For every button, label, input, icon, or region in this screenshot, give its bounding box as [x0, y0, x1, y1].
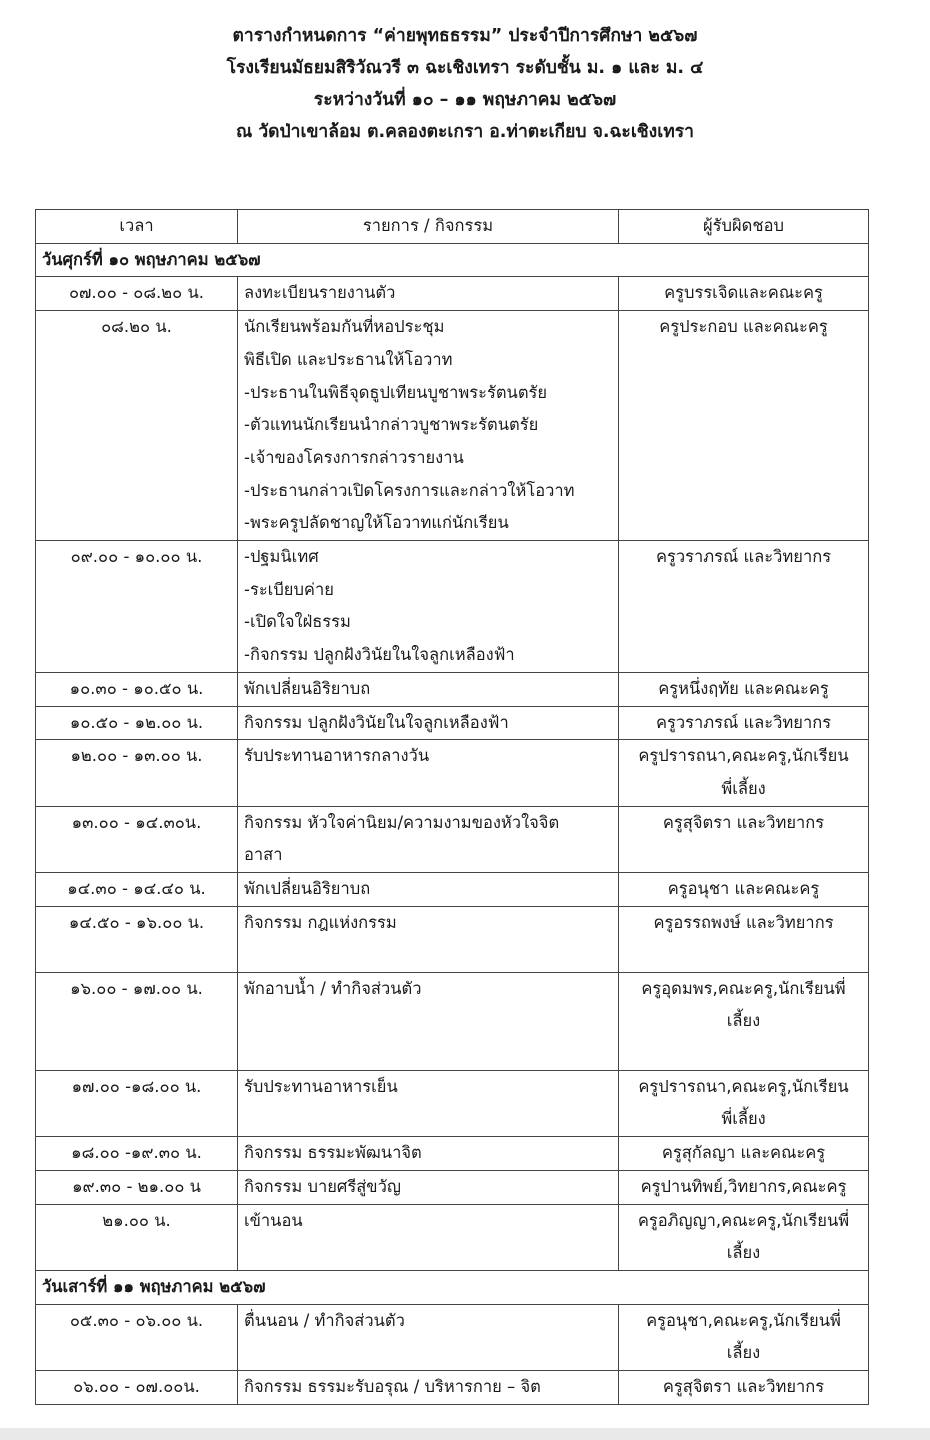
activity-cell — [238, 1137, 619, 1171]
table-row — [36, 706, 869, 740]
responsible-line: เลี้ยง — [726, 1243, 761, 1263]
activity-line: พักเปลี่ยนอิริยาบถ — [244, 879, 371, 899]
activity-cell — [238, 906, 619, 972]
responsible-line: ครูปรารถนา,คณะครู,นักเรียน — [638, 746, 849, 766]
time-cell: ๑๖.๐๐ - ๑๗.๐๐ น. — [36, 972, 238, 1070]
document-header — [0, 20, 930, 148]
responsible-line: ครูบรรเจิดและคณะครู — [664, 283, 823, 303]
responsible-line: ครูประกอบ และคณะครู — [659, 317, 828, 337]
time-cell: ๐๗.๐๐ - ๐๘.๒๐ น. — [36, 277, 238, 311]
time-cell: ๒๑.๐๐ น. — [36, 1204, 238, 1270]
table-row — [36, 972, 869, 1070]
bottom-bar — [0, 1428, 930, 1440]
responsible-cell — [619, 1304, 869, 1370]
activity-line: -ประธานกล่าวเปิดโครงการและกล่าวให้โอวาท — [244, 480, 575, 500]
table-row — [36, 806, 869, 872]
activity-cell — [238, 277, 619, 311]
activity-cell — [238, 806, 619, 872]
responsible-cell — [619, 1137, 869, 1171]
activity-line: พิธีเปิด และประธานให้โอวาท — [244, 349, 453, 369]
activity-cell — [238, 873, 619, 907]
responsible-cell — [619, 806, 869, 872]
responsible-line: ครูสุจิตรา และวิทยากร — [662, 1377, 825, 1397]
activity-line: -ตัวแทนนักเรียนนำกล่าวบูชาพระรัตนตรัย — [244, 415, 539, 435]
time-cell: ๐๕.๓๐ - ๐๖.๐๐ น. — [36, 1304, 238, 1370]
responsible-line: ครูอรรถพงษ์ และวิทยากร — [653, 912, 834, 932]
activity-line: -ปฐมนิเทศ — [244, 547, 319, 567]
day-header-row — [36, 243, 869, 277]
time-cell: ๐๖.๐๐ - ๐๗.๐๐น. — [36, 1371, 238, 1405]
activity-cell — [238, 541, 619, 673]
responsible-cell — [619, 672, 869, 706]
responsible-cell — [619, 873, 869, 907]
responsible-line: ครูปานทิพย์,วิทยากร,คณะครู — [640, 1176, 847, 1196]
responsible-line: ครูอนุชา และคณะครู — [667, 879, 820, 899]
activity-line: พักอาบน้ำ / ทำกิจส่วนตัว — [244, 978, 422, 998]
time-cell: ๑๓.๐๐ - ๑๔.๓๐น. — [36, 806, 238, 872]
responsible-cell — [619, 277, 869, 311]
responsible-cell — [619, 1170, 869, 1204]
school-line: โรงเรียนมัธยมสิริวัณวรี ๓ ฉะเชิงเทรา ระดับชั้น ม. ๑ และ ม. ๔ — [226, 58, 704, 78]
responsible-cell — [619, 740, 869, 806]
time-cell: ๑๐.๓๐ - ๑๐.๕๐ น. — [36, 672, 238, 706]
responsible-cell — [619, 311, 869, 541]
activity-line: กิจกรรม บายศรีสู่ขวัญ — [244, 1176, 401, 1196]
time-cell: ๑๐.๕๐ - ๑๒.๐๐ น. — [36, 706, 238, 740]
responsible-line: เลี้ยง — [726, 1343, 761, 1363]
location-line: ณ วัดป่าเขาล้อม ต.คลองตะเกรา อ.ท่าตะเกียบ จ.ฉะเชิงเทรา — [236, 122, 694, 142]
responsible-line: ครูวราภรณ์ และวิทยากร — [655, 547, 832, 567]
table-row — [36, 1137, 869, 1171]
time-cell: ๑๙.๓๐ - ๒๑.๐๐ น — [36, 1170, 238, 1204]
table-row — [36, 541, 869, 673]
schedule-title: ตารางกำหนดการ “ค่ายพุทธธรรม” ประจำปีการศึกษา ๒๕๖๗ — [232, 26, 698, 46]
responsible-cell — [619, 1070, 869, 1136]
time-cell: ๐๘.๒๐ น. — [36, 311, 238, 541]
day-label: วันเสาร์ที่ ๑๑ พฤษภาคม ๒๕๖๗ — [36, 1270, 869, 1304]
time-cell: ๑๔.๓๐ - ๑๔.๔๐ น. — [36, 873, 238, 907]
activity-line: กิจกรรม กฎแห่งกรรม — [244, 912, 397, 932]
responsible-cell — [619, 541, 869, 673]
activity-line: กิจกรรม ธรรมะรับอรุณ / บริหารกาย – จิต — [244, 1377, 541, 1397]
table-row — [36, 906, 869, 972]
schedule-table — [35, 209, 869, 1405]
responsible-line: เลี้ยง — [726, 1011, 761, 1031]
responsible-cell — [619, 1371, 869, 1405]
activity-line: -ประธานในพิธีจุดธูปเทียนบูชาพระรัตนตรัย — [244, 382, 548, 402]
activity-line: รับประทานอาหารเย็น — [244, 1076, 398, 1096]
responsible-line: ครูปรารถนา,คณะครู,นักเรียน — [638, 1076, 849, 1096]
activity-cell — [238, 1204, 619, 1270]
responsible-line: พี่เลี้ยง — [721, 1109, 766, 1129]
table-row — [36, 1304, 869, 1370]
table-row — [36, 1070, 869, 1136]
table-row — [36, 311, 869, 541]
activity-line: รับประทานอาหารกลางวัน — [244, 746, 430, 766]
responsible-line: ครูอุดมพร,คณะครู,นักเรียนพี่ — [641, 978, 846, 998]
activity-cell — [238, 311, 619, 541]
table-row — [36, 672, 869, 706]
table-header-row — [36, 210, 869, 244]
activity-line: นักเรียนพร้อมกันที่หอประชุม — [244, 317, 445, 337]
time-cell: ๑๒.๐๐ - ๑๓.๐๐ น. — [36, 740, 238, 806]
table-row — [36, 1371, 869, 1405]
responsible-cell — [619, 706, 869, 740]
activity-line: อาสา — [244, 845, 283, 865]
responsible-line: ครูอภิญญา,คณะครู,นักเรียนพี่ — [637, 1210, 850, 1230]
activity-cell — [238, 1304, 619, 1370]
table-row — [36, 873, 869, 907]
responsible-line: ครูสุกัลญา และคณะครู — [661, 1143, 826, 1163]
activity-cell — [238, 972, 619, 1070]
responsible-cell — [619, 1204, 869, 1270]
time-cell: ๐๙.๐๐ - ๑๐.๐๐ น. — [36, 541, 238, 673]
column-header-responsible: ผู้รับผิดชอบ — [619, 210, 869, 244]
table-row — [36, 277, 869, 311]
activity-cell — [238, 740, 619, 806]
activity-cell — [238, 706, 619, 740]
activity-line: -พระครูปลัดชาญให้โอวาทแก่นักเรียน — [244, 513, 509, 533]
activity-cell — [238, 1170, 619, 1204]
table-row — [36, 1204, 869, 1270]
activity-line: ลงทะเบียนรายงานตัว — [244, 283, 396, 303]
table-row — [36, 1170, 869, 1204]
table-body — [36, 243, 869, 1404]
day-label: วันศุกร์ที่ ๑๐ พฤษภาคม ๒๕๖๗ — [36, 243, 869, 277]
activity-line: กิจกรรม ปลูกฝังวินัยในใจลูกเหลืองฟ้า — [244, 712, 509, 732]
activity-line: เข้านอน — [244, 1210, 303, 1230]
activity-line: ตื่นนอน / ทำกิจส่วนตัว — [244, 1310, 405, 1330]
responsible-line: ครูหนึ่งฤทัย และคณะครู — [658, 678, 829, 698]
activity-cell — [238, 1371, 619, 1405]
activity-cell — [238, 672, 619, 706]
activity-line: -เปิดใจใฝ่ธรรม — [244, 612, 351, 632]
time-cell: ๑๘.๐๐ -๑๙.๓๐ น. — [36, 1137, 238, 1171]
responsible-line: พี่เลี้ยง — [721, 778, 766, 798]
responsible-cell — [619, 906, 869, 972]
date-line: ระหว่างวันที่ ๑๐ – ๑๑ พฤษภาคม ๒๕๖๗ — [313, 90, 617, 110]
activity-line: พักเปลี่ยนอิริยาบถ — [244, 678, 371, 698]
responsible-cell — [619, 972, 869, 1070]
responsible-line: ครูวราภรณ์ และวิทยากร — [655, 712, 832, 732]
column-header-activity: รายการ / กิจกรรม — [238, 210, 619, 244]
column-header-time: เวลา — [36, 210, 238, 244]
activity-line: กิจกรรม หัวใจค่านิยม/ความงามของหัวใจจิต — [244, 812, 560, 832]
activity-line: กิจกรรม ธรรมะพัฒนาจิต — [244, 1143, 422, 1163]
responsible-line: ครูสุจิตรา และวิทยากร — [662, 812, 825, 832]
time-cell: ๑๔.๕๐ - ๑๖.๐๐ น. — [36, 906, 238, 972]
activity-line: -กิจกรรม ปลูกฝังวินัยในใจลูกเหลืองฟ้า — [244, 645, 515, 665]
activity-line: -ระเบียบค่าย — [244, 579, 334, 599]
responsible-line: ครูอนุชา,คณะครู,นักเรียนพี่ — [646, 1310, 841, 1330]
time-cell: ๑๗.๐๐ -๑๘.๐๐ น. — [36, 1070, 238, 1136]
activity-cell — [238, 1070, 619, 1136]
table-row — [36, 740, 869, 806]
day-header-row — [36, 1270, 869, 1304]
activity-line: -เจ้าของโครงการกล่าวรายงาน — [244, 447, 464, 467]
